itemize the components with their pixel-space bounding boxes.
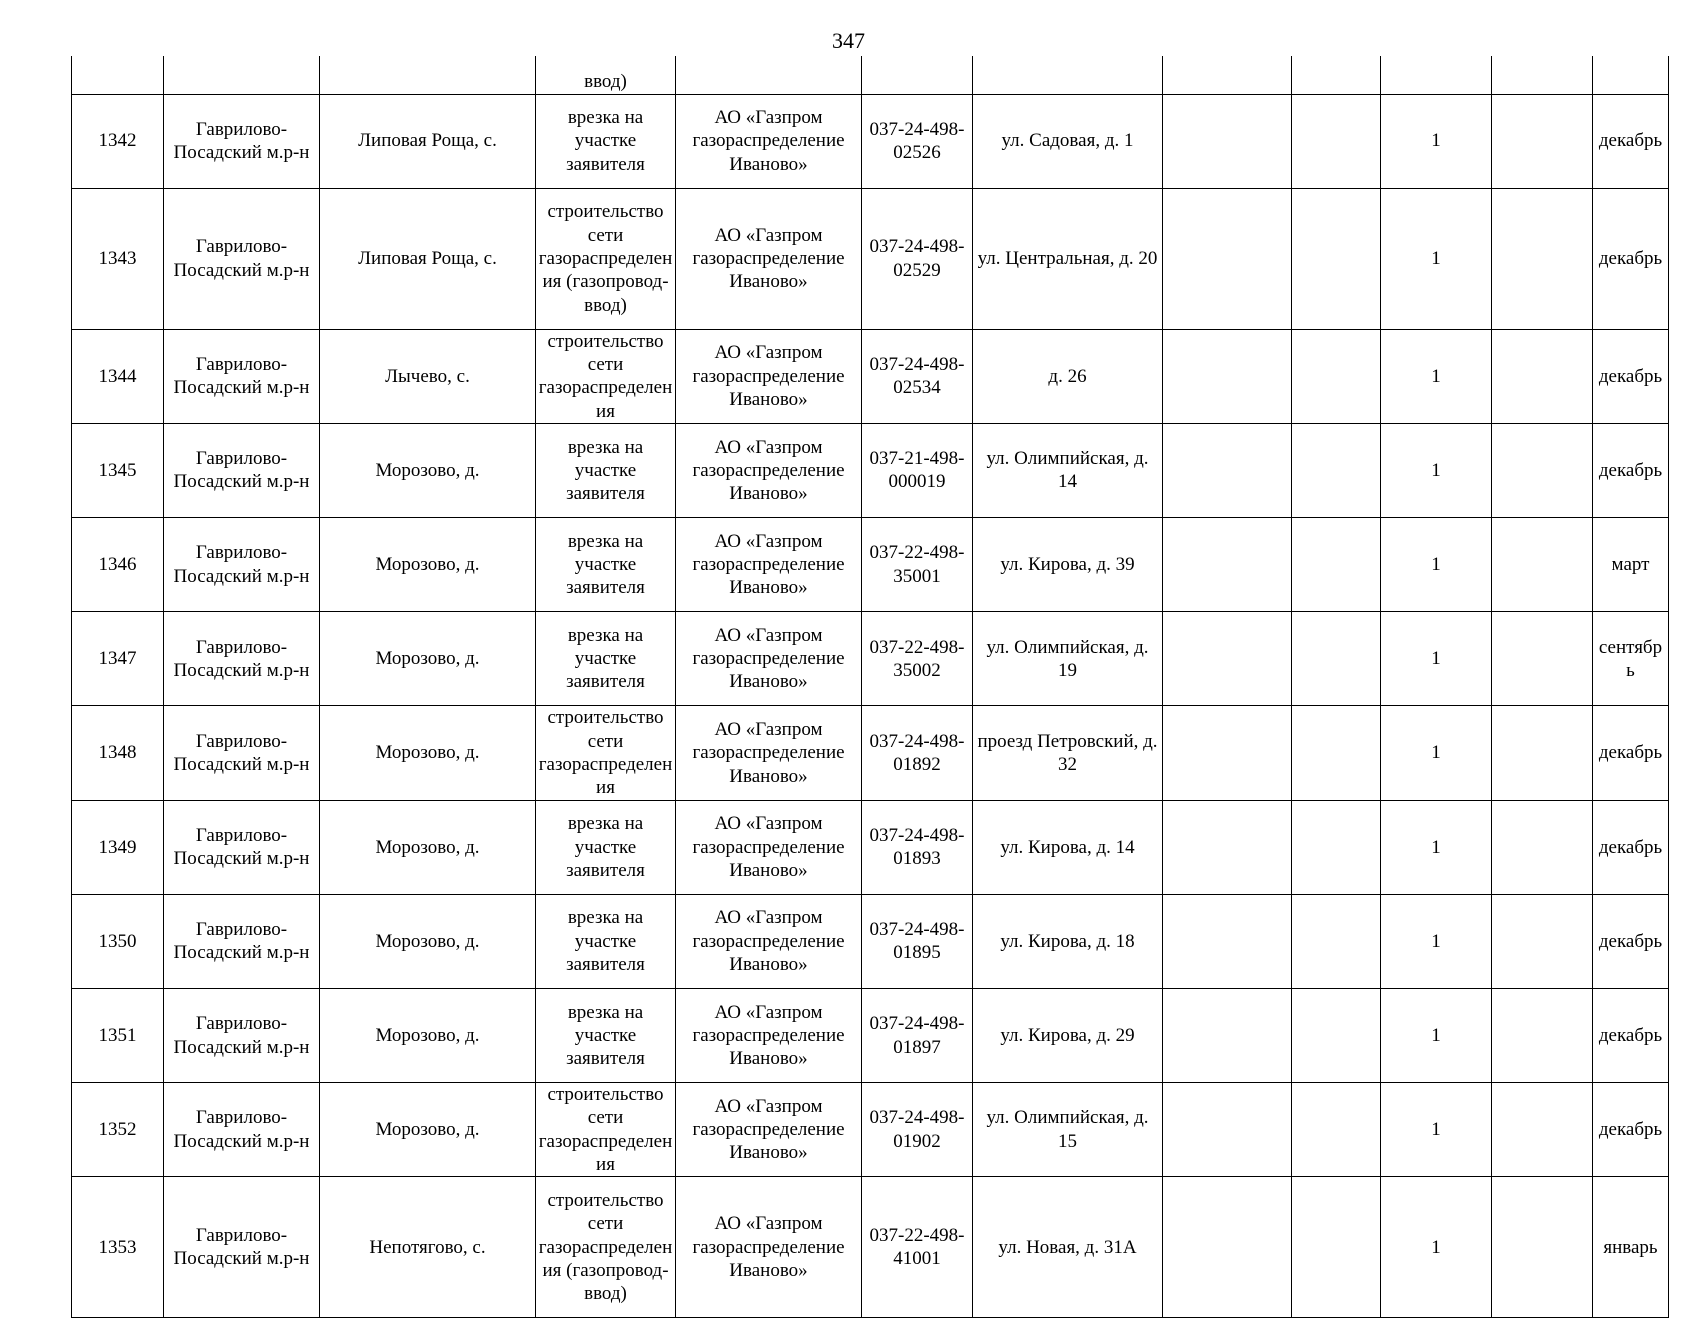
cell-district: Гаврилово-Посадский м.р-н (164, 423, 320, 517)
cell-month: декабрь (1593, 894, 1669, 988)
cell-extra2 (1292, 706, 1381, 800)
cell-district: Гаврилово-Посадский м.р-н (164, 800, 320, 894)
cell-extra3 (1492, 894, 1593, 988)
cell-district: Гаврилово-Посадский м.р-н (164, 989, 320, 1083)
cell-settlement: Морозово, д. (320, 423, 536, 517)
cell-num: 1347 (72, 612, 164, 706)
cell-work-type: врезка на участке заявителя (536, 612, 676, 706)
cell-district: Гаврилово-Посадский м.р-н (164, 706, 320, 800)
cell-org: АО «Газпром газораспределение Иваново» (676, 1083, 862, 1177)
cell-num: 1351 (72, 989, 164, 1083)
table-row (72, 423, 1669, 517)
cell-settlement: Липовая Роща, с. (320, 188, 536, 329)
cell-extra2 (1292, 423, 1381, 517)
cell-qty: 1 (1381, 518, 1492, 612)
cell-work-type: ввод) (536, 56, 676, 94)
table-row (72, 1177, 1669, 1318)
table-row (72, 518, 1669, 612)
cell-code: 037-24-498-02526 (862, 94, 973, 188)
table-row (72, 989, 1669, 1083)
cell-work-type: врезка на участке заявителя (536, 894, 676, 988)
cell-extra (1163, 329, 1292, 423)
cell-num (72, 56, 164, 94)
cell-month: декабрь (1593, 989, 1669, 1083)
cell-code: 037-24-498-01892 (862, 706, 973, 800)
cell-work-type: врезка на участке заявителя (536, 423, 676, 517)
cell-org: АО «Газпром газораспределение Иваново» (676, 518, 862, 612)
cell-qty: 1 (1381, 188, 1492, 329)
cell-district: Гаврилово-Посадский м.р-н (164, 612, 320, 706)
cell-code: 037-24-498-02529 (862, 188, 973, 329)
cell-org: АО «Газпром газораспределение Иваново» (676, 612, 862, 706)
cell-org: АО «Газпром газораспределение Иваново» (676, 894, 862, 988)
cell-settlement: Морозово, д. (320, 1083, 536, 1177)
cell-extra3 (1492, 612, 1593, 706)
cell-num: 1342 (72, 94, 164, 188)
cell-address: ул. Садовая, д. 1 (973, 94, 1163, 188)
cell-num: 1349 (72, 800, 164, 894)
table-row (72, 894, 1669, 988)
cell-work-type: врезка на участке заявителя (536, 94, 676, 188)
cell-settlement: Лычево, с. (320, 329, 536, 423)
cell-address: ул. Олимпийская, д. 14 (973, 423, 1163, 517)
cell-extra (1163, 518, 1292, 612)
cell-extra2 (1292, 894, 1381, 988)
cell-address: ул. Кирова, д. 39 (973, 518, 1163, 612)
cell-code: 037-22-498-35002 (862, 612, 973, 706)
cell-district (164, 56, 320, 94)
table-row (72, 1083, 1669, 1177)
cell-extra (1163, 423, 1292, 517)
cell-address: д. 26 (973, 329, 1163, 423)
cell-work-type: строительство сети газораспределения (536, 706, 676, 800)
cell-work-type: врезка на участке заявителя (536, 989, 676, 1083)
cell-org: АО «Газпром газораспределение Иваново» (676, 423, 862, 517)
cell-settlement: Морозово, д. (320, 706, 536, 800)
cell-month: декабрь (1593, 800, 1669, 894)
cell-extra3 (1492, 1083, 1593, 1177)
cell-address: ул. Кирова, д. 29 (973, 989, 1163, 1083)
cell-num: 1350 (72, 894, 164, 988)
cell-org: АО «Газпром газораспределение Иваново» (676, 1177, 862, 1318)
cell-district: Гаврилово-Посадский м.р-н (164, 894, 320, 988)
cell-work-type: строительство сети газораспределения (536, 329, 676, 423)
cell-num: 1344 (72, 329, 164, 423)
table-row (72, 329, 1669, 423)
cell-extra (1163, 989, 1292, 1083)
cell-settlement (320, 56, 536, 94)
table-row (72, 188, 1669, 329)
cell-org: АО «Газпром газораспределение Иваново» (676, 989, 862, 1083)
cell-month: декабрь (1593, 706, 1669, 800)
cell-code (862, 56, 973, 94)
cell-qty (1381, 56, 1492, 94)
gas-connection-table (71, 56, 1669, 1318)
cell-month: январь (1593, 1177, 1669, 1318)
cell-qty: 1 (1381, 423, 1492, 517)
table-row (72, 612, 1669, 706)
cell-qty: 1 (1381, 800, 1492, 894)
cell-qty: 1 (1381, 989, 1492, 1083)
cell-qty: 1 (1381, 706, 1492, 800)
cell-org: АО «Газпром газораспределение Иваново» (676, 329, 862, 423)
cell-work-type: строительство сети газораспределения (газопровод-ввод) (536, 1177, 676, 1318)
cell-extra2 (1292, 1177, 1381, 1318)
cell-extra3 (1492, 329, 1593, 423)
cell-month: декабрь (1593, 94, 1669, 188)
cell-district: Гаврилово-Посадский м.р-н (164, 1177, 320, 1318)
cell-extra2 (1292, 518, 1381, 612)
cell-num: 1352 (72, 1083, 164, 1177)
cell-num: 1343 (72, 188, 164, 329)
cell-settlement: Липовая Роща, с. (320, 94, 536, 188)
table-row (72, 94, 1669, 188)
cell-code: 037-24-498-02534 (862, 329, 973, 423)
cell-work-type: строительство сети газораспределения (газопровод-ввод) (536, 188, 676, 329)
cell-month: март (1593, 518, 1669, 612)
cell-num: 1353 (72, 1177, 164, 1318)
cell-extra3 (1492, 518, 1593, 612)
cell-extra2 (1292, 56, 1381, 94)
cell-work-type: врезка на участке заявителя (536, 518, 676, 612)
cell-code: 037-24-498-01895 (862, 894, 973, 988)
cell-extra (1163, 894, 1292, 988)
cell-num: 1345 (72, 423, 164, 517)
cell-settlement: Морозово, д. (320, 800, 536, 894)
cell-district: Гаврилово-Посадский м.р-н (164, 329, 320, 423)
cell-extra2 (1292, 612, 1381, 706)
cell-extra3 (1492, 188, 1593, 329)
cell-address: ул. Кирова, д. 18 (973, 894, 1163, 988)
cell-month (1593, 56, 1669, 94)
cell-code: 037-22-498-41001 (862, 1177, 973, 1318)
cell-month: декабрь (1593, 423, 1669, 517)
cell-extra3 (1492, 1177, 1593, 1318)
cell-extra (1163, 612, 1292, 706)
table-row (72, 706, 1669, 800)
cell-month: декабрь (1593, 1083, 1669, 1177)
cell-org: АО «Газпром газораспределение Иваново» (676, 706, 862, 800)
cell-extra (1163, 188, 1292, 329)
cell-extra3 (1492, 94, 1593, 188)
cell-code: 037-24-498-01893 (862, 800, 973, 894)
cell-address: ул. Кирова, д. 14 (973, 800, 1163, 894)
cell-address: ул. Новая, д. 31А (973, 1177, 1163, 1318)
cell-org: АО «Газпром газораспределение Иваново» (676, 94, 862, 188)
cell-settlement: Морозово, д. (320, 612, 536, 706)
cell-address: ул. Центральная, д. 20 (973, 188, 1163, 329)
cell-extra2 (1292, 94, 1381, 188)
cell-extra2 (1292, 989, 1381, 1083)
cell-address: проезд Петровский, д. 32 (973, 706, 1163, 800)
cell-qty: 1 (1381, 612, 1492, 706)
cell-address (973, 56, 1163, 94)
cell-settlement: Морозово, д. (320, 518, 536, 612)
cell-extra3 (1492, 423, 1593, 517)
cell-extra (1163, 94, 1292, 188)
cell-extra2 (1292, 800, 1381, 894)
cell-settlement: Непотягово, с. (320, 1177, 536, 1318)
continuation-row (72, 56, 1669, 94)
cell-extra (1163, 1083, 1292, 1177)
cell-extra3 (1492, 706, 1593, 800)
cell-code: 037-24-498-01902 (862, 1083, 973, 1177)
cell-extra3 (1492, 989, 1593, 1083)
cell-month: декабрь (1593, 329, 1669, 423)
page-number: 347 (832, 28, 865, 53)
cell-extra (1163, 1177, 1292, 1318)
cell-num: 1348 (72, 706, 164, 800)
cell-qty: 1 (1381, 894, 1492, 988)
cell-extra (1163, 706, 1292, 800)
cell-district: Гаврилово-Посадский м.р-н (164, 94, 320, 188)
cell-qty: 1 (1381, 1177, 1492, 1318)
cell-district: Гаврилово-Посадский м.р-н (164, 188, 320, 329)
cell-address: ул. Олимпийская, д. 15 (973, 1083, 1163, 1177)
cell-extra (1163, 56, 1292, 94)
cell-work-type: врезка на участке заявителя (536, 800, 676, 894)
cell-code: 037-21-498-000019 (862, 423, 973, 517)
cell-qty: 1 (1381, 94, 1492, 188)
cell-org: АО «Газпром газораспределение Иваново» (676, 188, 862, 329)
cell-month: сентябрь (1593, 612, 1669, 706)
cell-extra2 (1292, 188, 1381, 329)
table-row (72, 800, 1669, 894)
cell-extra2 (1292, 1083, 1381, 1177)
cell-month: декабрь (1593, 188, 1669, 329)
cell-settlement: Морозово, д. (320, 989, 536, 1083)
cell-address: ул. Олимпийская, д. 19 (973, 612, 1163, 706)
cell-num: 1346 (72, 518, 164, 612)
cell-extra3 (1492, 800, 1593, 894)
cell-org (676, 56, 862, 94)
cell-qty: 1 (1381, 329, 1492, 423)
cell-district: Гаврилово-Посадский м.р-н (164, 1083, 320, 1177)
cell-code: 037-22-498-35001 (862, 518, 973, 612)
cell-qty: 1 (1381, 1083, 1492, 1177)
cell-extra3 (1492, 56, 1593, 94)
cell-org: АО «Газпром газораспределение Иваново» (676, 800, 862, 894)
cell-code: 037-24-498-01897 (862, 989, 973, 1083)
cell-work-type: строительство сети газораспределения (536, 1083, 676, 1177)
cell-settlement: Морозово, д. (320, 894, 536, 988)
cell-district: Гаврилово-Посадский м.р-н (164, 518, 320, 612)
cell-extra (1163, 800, 1292, 894)
cell-extra2 (1292, 329, 1381, 423)
